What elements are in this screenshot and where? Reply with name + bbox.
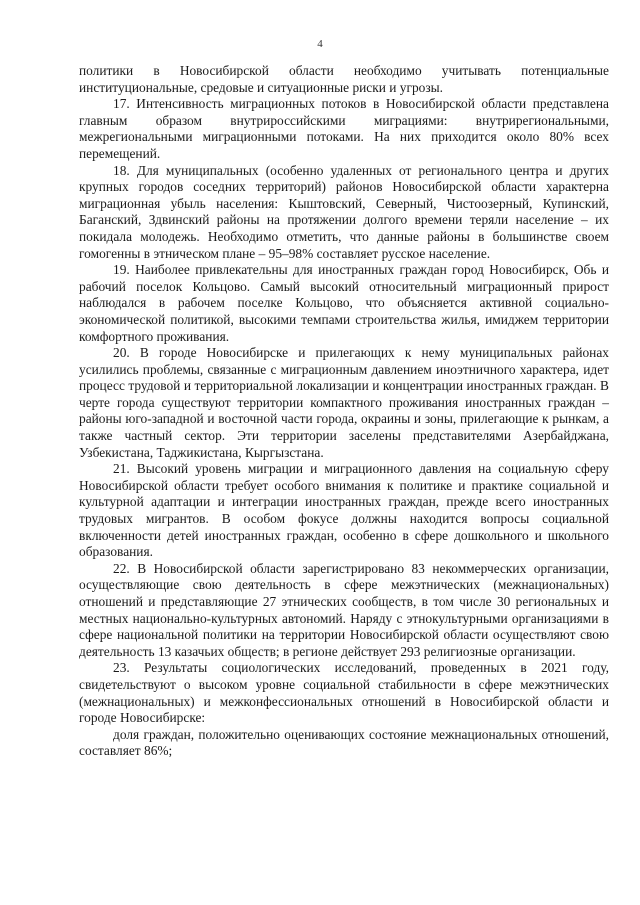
paragraph-18: 18. Для муниципальных (особенно удаленных от регионального центра и других крупных городов соседних территорий) районов Новосибирской области характерна миграционная убыль населения: Кыштовский, Северный, Чистоозерный, Купинский, Баганский, Здвинский районы на протяжении долгого времени теряли население – их покидала молодежь. Необходимо отметить, что данные районы в большинстве своем гомогенны в этническом плане – 95–98% составляет русское население. — [79, 162, 609, 261]
document-body — [79, 63, 609, 760]
paragraph-23-item: доля граждан, положительно оценивающих состояние межнациональных отношений, составляет 86%; — [79, 726, 609, 759]
paragraph-23: 23. Результаты социологических исследований, проведенных в 2021 году, свидетельствуют о высоком уровне социальной стабильности в сфере межэтнических (межнациональных) и межконфессиональных отношений в Новосибирской области и городе Новосибирске: — [79, 660, 609, 726]
paragraph-19: 19. Наиболее привлекательны для иностранных граждан город Новосибирск, Обь и рабочий поселок Кольцово. Самый высокий относительный миграционный прирост наблюдался в рабочем поселке Кольцово, что объясняется активной социально-экономической политикой, высокими темпами строительства жилья, имиджем территории комфортного проживания. — [79, 262, 609, 344]
page-number: 4 — [317, 38, 323, 50]
paragraph-20: 20. В городе Новосибирске и прилегающих к нему муниципальных районах усилились проблемы, связанные с миграционным давлением иноэтничного характера, идет процесс трудовой и территориальной локализации и концентрации иностранных граждан. В черте города существуют территории компактного проживания иностранных граждан – районы юго-западной и восточной части города, окраины и зоны, прилегающие к рынкам, а также частный сектор. Эти территории заселены представителями Азербайджана, Узбекистана, Таджикистана, Кыргызстана. — [79, 345, 609, 460]
paragraph-17: 17. Интенсивность миграционных потоков в Новосибирской области представлена главным образом внутрироссийскими миграциями: внутрирегиональными, межрегиональными миграционными потоками. На них приходится около 80% всех перемещений. — [79, 96, 609, 161]
paragraph-21: 21. Высокий уровень миграции и миграционного давления на социальную сферу Новосибирской области требует особого внимания к политике и практике социальной и культурной адаптации и интеграции иностранных граждан, прежде всего иностранных трудовых мигрантов. В особом фокусе должны находится вопросы социальной включенности детей иностранных граждан, особенно в сфере дошкольного и школьного образования. — [79, 461, 609, 560]
paragraph-22: 22. В Новосибирской области зарегистрировано 83 некоммерческих организации, осуществляющие свою деятельность в сфере межэтнических (межнациональных) отношений и представляющие 27 этнических сообществ, в том числе 30 региональных и местных национально-культурных автономий. Наряду с этнокультурными организациями в сфере национальной политики на территории Новосибирской области осуществляют свою деятельность 13 казачьих обществ; в регионе действует 293 религиозные организации. — [79, 560, 609, 659]
paragraph-continuation: политики в Новосибирской области необходимо учитывать потенциальные институциональные, средовые и ситуационные риски и угрозы. — [79, 63, 609, 95]
